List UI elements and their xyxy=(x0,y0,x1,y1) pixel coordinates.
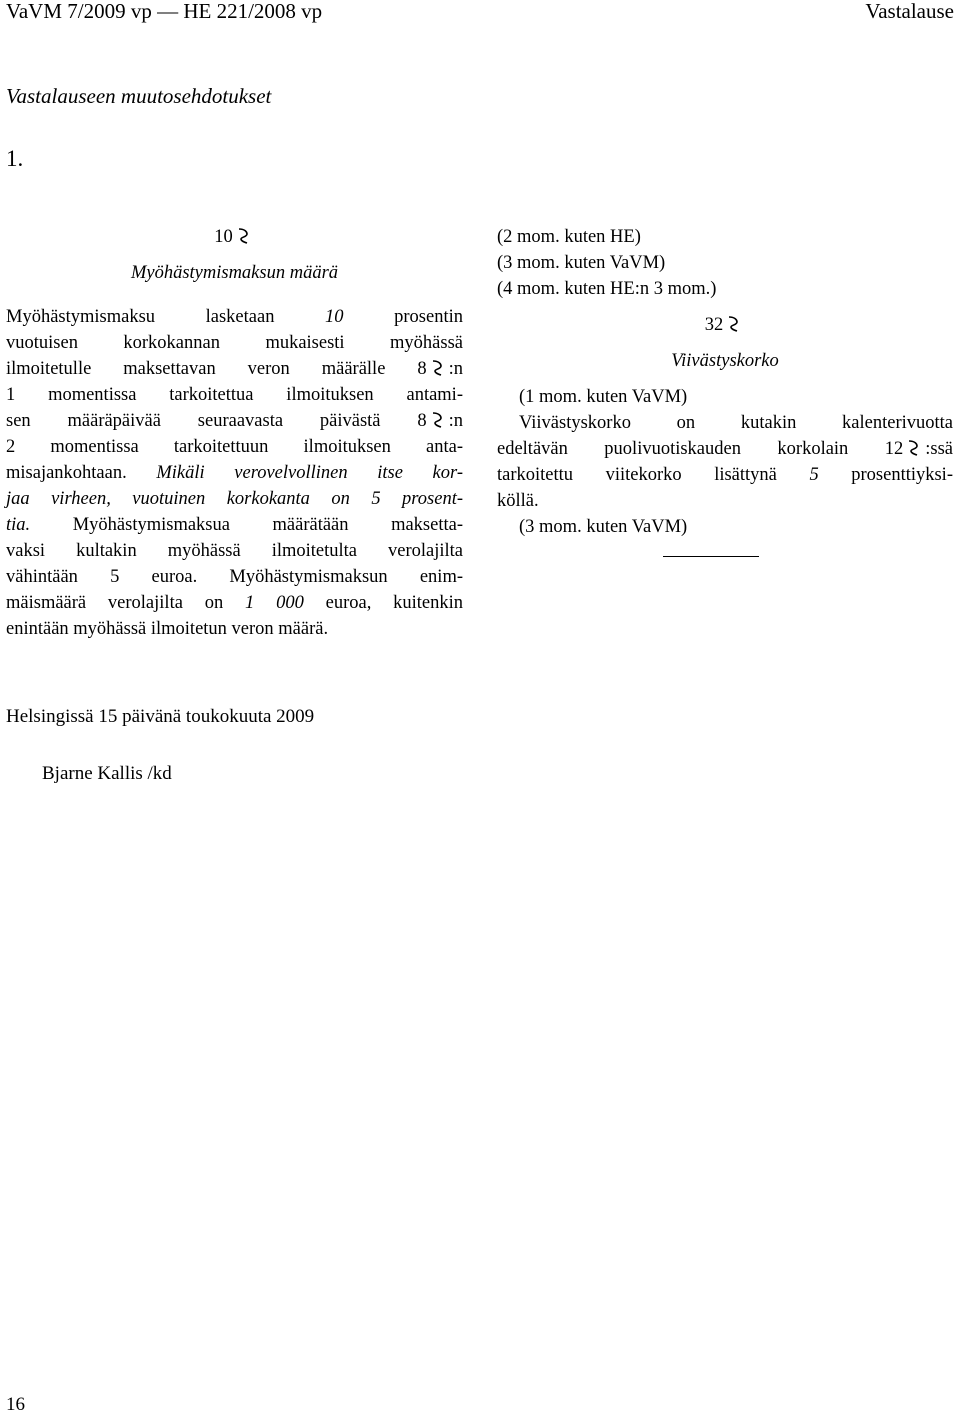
text-segment: 1 000 xyxy=(245,593,304,613)
running-header-left: VaVM 7/2009 vp — HE 221/2008 vp xyxy=(6,0,323,23)
text-segment: Myöhästymismaksua määrätään maksetta- xyxy=(30,515,463,535)
text-segment: 2 momentissa tarkoitettuun ilmoituksen anta- xyxy=(6,437,463,457)
text-segment: mäismäärä verolajilta on xyxy=(6,593,246,613)
text-line xyxy=(6,564,463,590)
text-segment: misajankohtaan. xyxy=(6,463,157,483)
moment-note: (4 mom. kuten HE:n 3 mom.) xyxy=(497,279,717,299)
text-line xyxy=(6,460,463,486)
text-segment: Mikäli verovelvollinen itse kor- xyxy=(156,463,463,483)
item-number: 1. xyxy=(6,146,24,171)
paragraph-number: 32 xyxy=(497,312,953,338)
text-line xyxy=(6,512,463,538)
text-line xyxy=(6,330,463,356)
page-number: 16 xyxy=(6,1394,25,1415)
text-line xyxy=(6,434,463,460)
text-line xyxy=(6,486,463,512)
text-line xyxy=(497,488,953,514)
section-sign-icon xyxy=(903,439,925,457)
section-sign-icon xyxy=(427,359,449,377)
paragraph-text xyxy=(6,304,463,642)
text-line xyxy=(6,304,463,330)
text-line xyxy=(497,410,953,436)
text-line xyxy=(6,590,463,616)
text-segment: vähintään 5 euroa. Myöhästymismaksun enim- xyxy=(6,567,463,587)
running-header-right: Vastalause xyxy=(865,0,954,23)
text-segment: köllä. xyxy=(497,491,539,511)
text-segment: vuotuisen korkokannan mukaisesti myöhässä xyxy=(6,333,463,353)
section-heading: Vastalauseen muutosehdotukset xyxy=(6,84,272,108)
moment-note: (3 mom. kuten VaVM) xyxy=(519,517,688,537)
end-rule xyxy=(663,556,759,557)
text-segment: 5 xyxy=(809,465,819,485)
paragraph-text xyxy=(497,410,953,514)
section-sign-icon xyxy=(427,411,449,429)
left-column xyxy=(6,224,463,642)
text-segment: ilmoitetulle maksettavan veron määrälle 8 xyxy=(6,359,427,379)
text-line xyxy=(6,538,463,564)
signature-place-date: Helsingissä 15 päivänä toukokuuta 2009 xyxy=(6,706,315,727)
text-segment: euroa, kuitenkin xyxy=(303,593,463,613)
text-segment: enintään myöhässä ilmoitetun veron määrä. xyxy=(6,619,329,639)
text-segment: 10 xyxy=(325,307,344,327)
text-segment: :n xyxy=(448,359,463,379)
text-line xyxy=(6,356,463,382)
section-sign-icon xyxy=(723,315,745,333)
text-segment: edeltävän puolivuotiskauden korkolain 12 xyxy=(497,439,904,459)
section-sign-icon xyxy=(233,227,255,245)
text-line xyxy=(6,408,463,434)
text-segment: Viivästyskorko on kutakin kalenterivuotta xyxy=(519,413,953,433)
text-segment: sen määräpäivää seuraavasta päivästä 8 xyxy=(6,411,427,431)
paragraph-title: Viivästyskorko xyxy=(671,351,779,371)
moment-note: (1 mom. kuten VaVM) xyxy=(519,387,688,407)
text-segment: :n xyxy=(448,411,463,431)
text-segment: vaksi kultakin myöhässä ilmoitetulta verolajilta xyxy=(6,541,463,561)
text-line xyxy=(497,462,953,488)
text-segment: tarkoitettu viitekorko lisättynä xyxy=(497,465,810,485)
text-segment: tia. xyxy=(6,515,31,535)
paragraph-title: Myöhästymismaksun määrä xyxy=(130,263,339,283)
text-line xyxy=(6,616,463,642)
text-segment: jaa virheen, vuotuinen korkokanta on 5 prosent- xyxy=(6,489,463,509)
moment-note: (3 mom. kuten VaVM) xyxy=(497,253,666,273)
text-line xyxy=(497,436,953,462)
paragraph-number: 10 xyxy=(6,224,463,250)
signature-name: Bjarne Kallis /kd xyxy=(42,763,172,784)
text-segment: Myöhästymismaksu lasketaan xyxy=(6,307,326,327)
text-segment: prosentin xyxy=(343,307,463,327)
text-segment: :ssä xyxy=(925,439,953,459)
text-line xyxy=(6,382,463,408)
text-segment: prosenttiyksi- xyxy=(818,465,953,485)
text-segment: 1 momentissa tarkoitettua ilmoituksen antami- xyxy=(6,385,463,405)
right-column xyxy=(497,224,953,557)
moment-note: (2 mom. kuten HE) xyxy=(497,227,641,247)
